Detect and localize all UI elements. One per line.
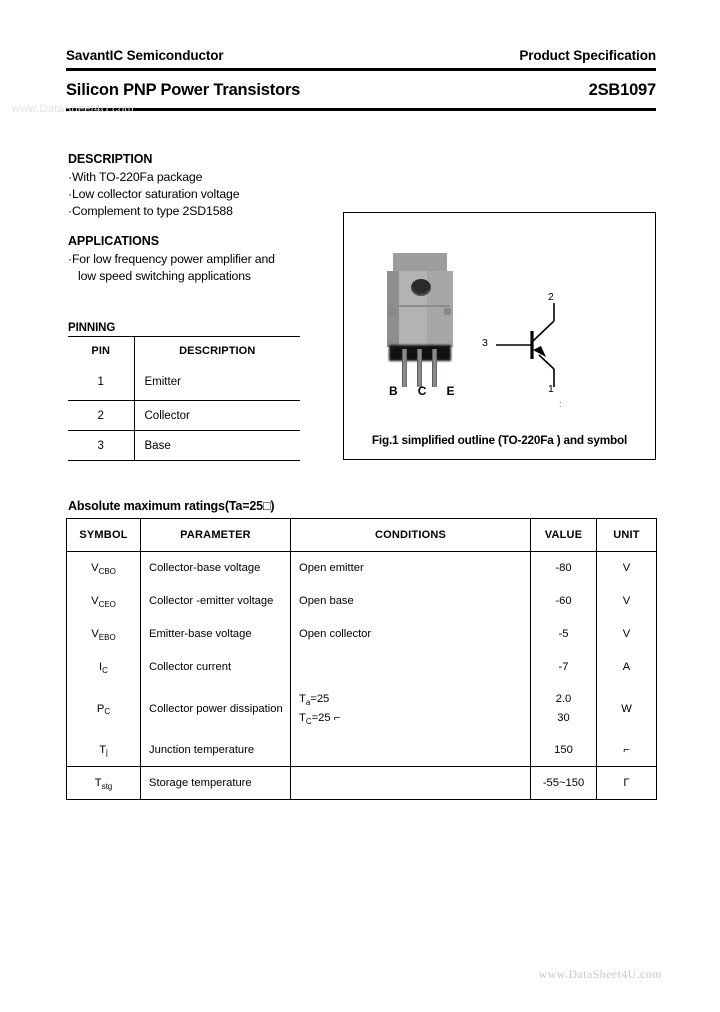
ratings-col-value: VALUE [531,519,597,552]
rating-unit: Γ [597,767,657,800]
pinning-section [68,322,300,461]
table-header-row [67,519,657,552]
rating-value: -60 [531,585,597,618]
rating-condition: Open collector [291,618,531,651]
description-heading: DESCRIPTION [68,152,153,166]
package-pin-labels [389,384,455,398]
package-lead [417,349,422,387]
symbol-subscript: CBO [98,566,116,576]
rating-value: 150 [531,734,597,767]
rating-condition: Open base [291,585,531,618]
condition-subscript: C [305,716,312,726]
page-title: Silicon PNP Power Transistors [66,81,301,99]
rating-symbol [67,684,141,734]
description-item: ·Low collector saturation voltage [68,187,240,201]
page-header [66,48,656,111]
condition-lines [299,684,530,734]
rating-value: -5 [531,618,597,651]
document-type: Product Specification [519,48,656,63]
symbol-base: V [91,562,99,575]
symbol-base: V [91,595,99,607]
rating-value: -55~150 [531,767,597,800]
applications-heading: APPLICATIONS [68,234,159,248]
package-seam [390,305,450,307]
description-item: ·Complement to type 2SD1588 [68,204,233,218]
table-row [68,401,300,431]
mounting-hole-icon [411,279,431,296]
applications-item: ·For low frequency power amplifier and [68,252,275,266]
pin-description: Base [134,431,300,461]
symbol-subscript: j [106,748,108,758]
left-column [68,152,313,285]
table-row [67,552,657,585]
ratings-section [66,518,656,800]
table-header-row [68,337,300,365]
rating-condition [291,684,531,734]
pnp-transistor-symbol [482,291,594,395]
condition-base: T [299,712,306,724]
title-row [66,81,656,100]
rating-condition [291,734,531,767]
condition-subscript: a [305,697,311,707]
rating-parameter: Collector-base voltage [141,552,291,585]
symbol-pin-3-label: 3 [482,337,488,349]
ratings-col-parameter: PARAMETER [141,519,291,552]
value-line-2: 30 [557,712,570,724]
package-notch-left [389,308,396,315]
symbol-pin-2-label: 2 [548,291,554,303]
rating-unit: V [597,585,657,618]
rating-condition [291,651,531,684]
condition-line-2 [299,712,530,724]
symbol-subscript: EBO [98,632,116,642]
rating-parameter: Collector power dissipation [141,684,291,734]
package-pin-label-b: B [389,384,399,398]
symbol-base: V [91,628,99,640]
ratings-title: Absolute maximum ratings(Ta=25□) [68,499,275,513]
figure-box [343,212,656,460]
pinning-table [68,336,300,461]
condition-line-1 [299,693,530,705]
rating-symbol [67,734,141,767]
rating-parameter: Collector current [141,651,291,684]
pinning-label: PINNING [68,322,116,334]
rating-unit: V [597,552,657,585]
rating-parameter: Storage temperature [141,767,291,800]
symbol-base: T [94,777,102,789]
rating-parameter: Emitter-base voltage [141,618,291,651]
package-lead [402,349,407,387]
rating-value: -7 [531,651,597,684]
pin-description: Emitter [134,365,300,401]
pinning-col-description: DESCRIPTION [134,337,300,365]
title-divider [66,108,656,111]
symbol-subscript: stg [101,781,113,791]
rating-symbol [67,552,141,585]
rating-condition: Open emitter [291,552,531,585]
pin-number: 2 [68,401,134,431]
value-line-1: 2.0 [555,693,572,705]
company-name: SavantIC Semiconductor [66,48,224,63]
applications-item: low speed switching applications [78,269,251,283]
pin-description: Collector [134,401,300,431]
symbol-base: T [99,743,107,756]
value-lines [531,684,596,734]
table-row [67,767,657,800]
rating-symbol [67,585,141,618]
pin-number: 3 [68,431,134,461]
package-lead [432,349,437,387]
ratings-col-unit: UNIT [597,519,657,552]
package-pin-label-e: E [446,384,455,398]
table-row [67,618,657,651]
stray-mark: : [559,399,562,409]
rating-symbol [67,618,141,651]
watermark-footer: www.DataSheet4U.com [538,967,662,981]
rating-value: -80 [531,552,597,585]
condition-rest: =25 [310,693,330,705]
symbol-subscript: C [104,707,111,716]
section-gap [68,220,313,234]
part-number: 2SB1097 [588,81,656,99]
table-row [67,651,657,684]
table-row [68,365,300,401]
symbol-subscript: CEO [98,599,116,609]
rating-unit: W [597,684,657,734]
condition-base: T [299,693,306,705]
ratings-table [66,518,657,800]
rating-value [531,684,597,734]
rating-symbol [67,651,141,684]
package-pin-label-c: C [417,384,427,398]
description-item: ·With TO-220Fa package [68,170,203,184]
pin-number: 1 [68,365,134,401]
watermark-top: www.DataSheet4U.com [12,103,134,115]
table-row [67,734,657,767]
symbol-base: P [96,702,105,715]
rating-unit: ⌐ [597,734,657,767]
rating-symbol [67,767,141,800]
to220fa-package-image [387,253,453,383]
rating-parameter: Collector -emitter voltage [141,585,291,618]
rating-unit: A [597,651,657,684]
header-top-row [66,48,656,63]
package-notch-right [444,308,451,315]
rating-parameter: Junction temperature [141,734,291,767]
table-row [67,684,657,734]
rating-unit: V [597,618,657,651]
condition-rest: =25 ⌐ [311,712,341,724]
symbol-subscript: C [102,665,108,675]
figure-caption: Fig.1 simplified outline (TO-220Fa ) and symbol [371,433,628,447]
table-row [68,431,300,461]
ratings-col-conditions: CONDITIONS [291,519,531,552]
ratings-col-symbol: SYMBOL [67,519,141,552]
pinning-col-pin: PIN [68,337,134,365]
symbol-pin-1-label: 1 [548,383,554,395]
header-divider [66,68,656,71]
symbol-base: I [99,661,103,673]
rating-condition [291,767,531,800]
table-row [67,585,657,618]
transistor-symbol-icon [484,295,594,395]
